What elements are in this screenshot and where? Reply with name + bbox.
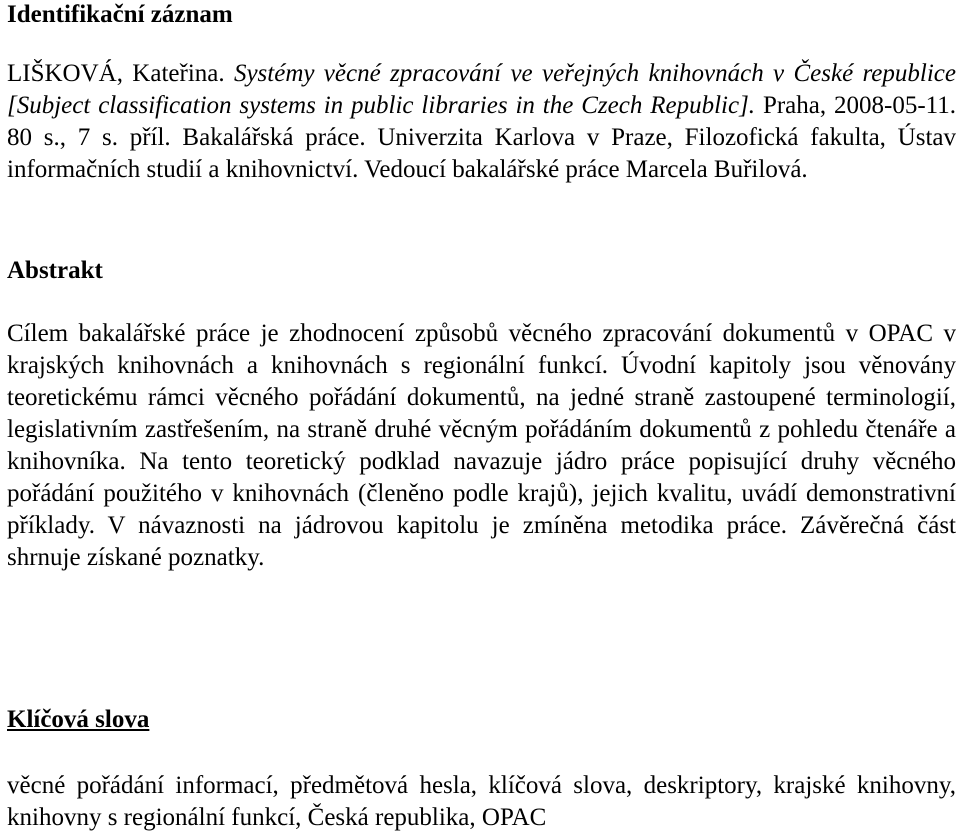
abstract-heading: Abstrakt [7,257,103,284]
keywords-text: věcné pořádání informací, předmětová hesla, klíčová slova, deskriptory, krajské knihovny, knihovny s regionální funkcí, Česká republika, OPAC [7,772,956,831]
thesis-title: Systémy věcné zpracování ve veřejných knihovnách v České republice [Subject classification systems in public libraries in the Czech Republic]. [7,60,956,119]
keywords-heading: Klíčová slova [7,706,150,733]
publication-details: Praha, 2008-05-11. 80 s., 7 s. příl. Bakalářská práce. Univerzita Karlova v Praze, Filozofická fakulta, Ústav informačních studií a knihovnictví. Vedoucí bakalářské práce Marcela Buřilová. [7,92,956,183]
abstract-text: Cílem bakalářské práce je zhodnocení způsobů věcného zpracování dokumentů v OPAC v krajských knihovnách a knihovnách s regionální funkcí. Úvodní kapitoly jsou věnovány teoretickému rámci věcného pořádání dokumentů, na jedné straně zastoupené terminologií, legislativním zastřešením, na straně druhé věcným pořádáním dokumentů z pohledu čtenáře a knihovníka. Na tento teoretický podklad navazuje jádro práce popisující druhy věcného pořádání použitého v knihovnách (členěno podle krajů), jejich kvalitu, uvádí demonstrativní příklady. V návaznosti na jádrovou kapitolu je zmíněna metodika práce. Závěrečná část shrnuje získané poznatky. [7,320,956,571]
identification-record [7,58,956,186]
identification-heading: Identifikační záznam [7,1,233,28]
author-name: LIŠKOVÁ, Kateřina. [7,60,234,87]
